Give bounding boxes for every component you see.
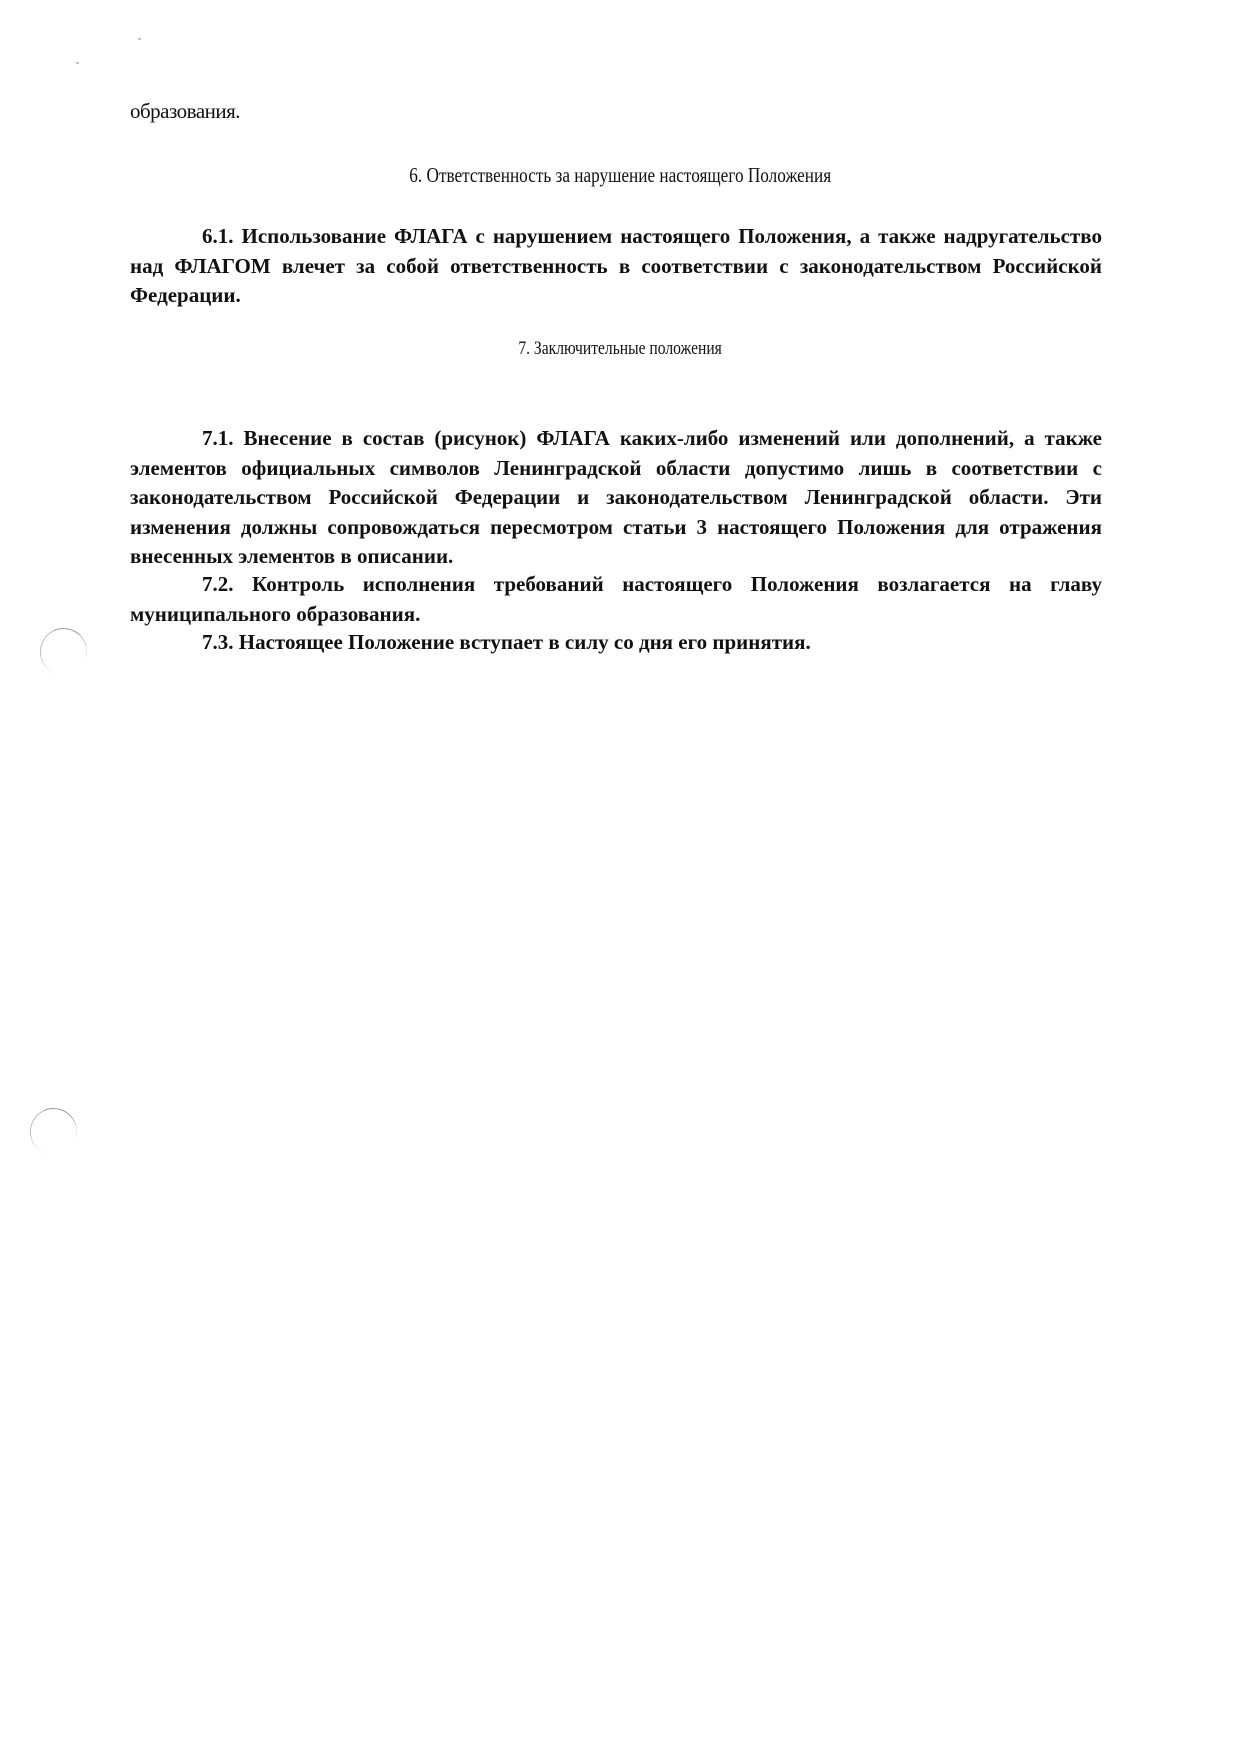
- section-6-heading-text: 6. Ответственность за нарушение настоящего Положения: [409, 163, 831, 187]
- section-7-heading-text: 7. Заключительные положения: [518, 338, 722, 359]
- section-7-heading: [0, 334, 1240, 364]
- scan-speck: [76, 62, 79, 64]
- scan-speck: [138, 38, 141, 40]
- paragraph-7-1: 7.1. Внесение в состав (рисунок) ФЛАГА каких-либо изменений или дополнений, а также элементов официальных символов Ленинградской области допустимо лишь в соответствии с законодательством Российской Федерации и законодательством Ленинградской области. Эти изменения должны сопровождаться пересмотром статьи 3 настоящего Положения для отражения внесенных элементов в описании.: [130, 426, 1102, 568]
- section-6-heading: [0, 160, 1240, 190]
- paragraph-6-1: 6.1. Использование ФЛАГА с нарушением настоящего Положения, а также надругательство над ФЛАГОМ влечет за собой ответственность в соответствии с законодательством Российской Федерации.: [130, 224, 1102, 307]
- carryover-line: образования.: [130, 99, 241, 123]
- punch-hole-mark: [33, 621, 93, 681]
- punch-hole-mark: [23, 1101, 83, 1161]
- paragraph-7-2: 7.2. Контроль исполнения требований настоящего Положения возлагается на главу муниципального образования.: [130, 572, 1102, 626]
- paragraph-7-3: 7.3. Настоящее Положение вступает в силу со дня его принятия.: [202, 630, 811, 654]
